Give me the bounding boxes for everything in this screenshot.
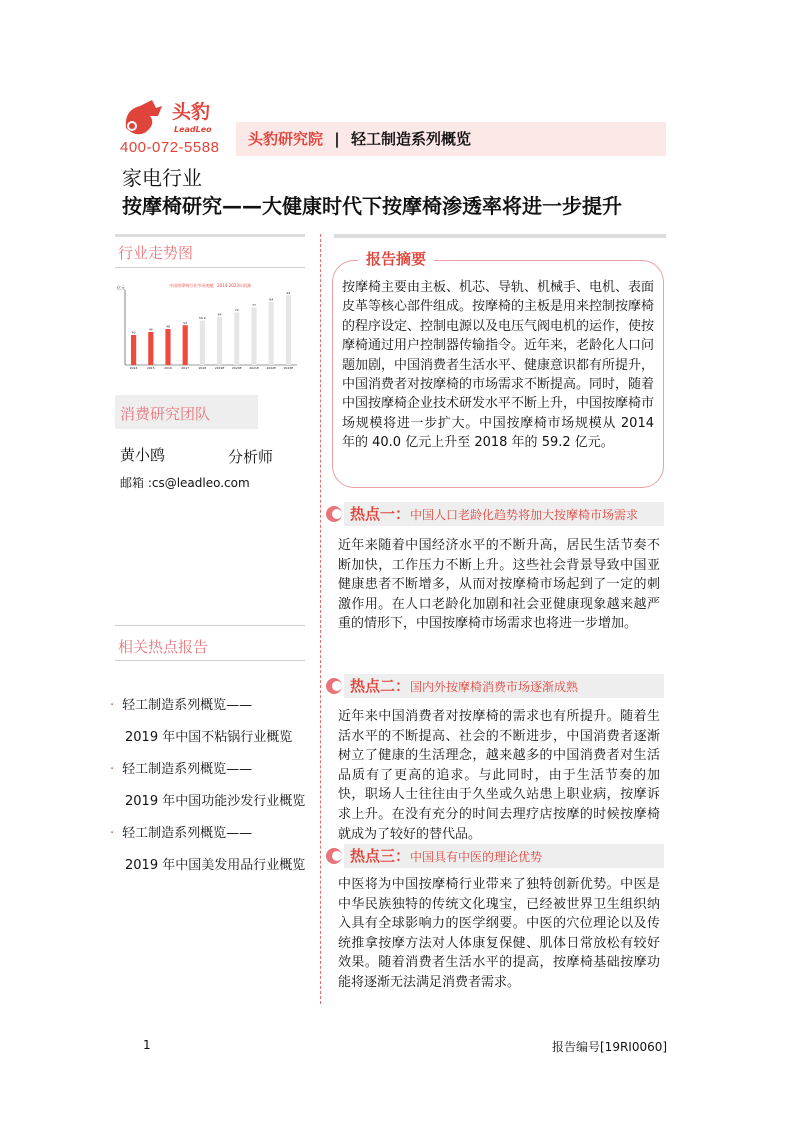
x-tick-label: 2017 — [181, 366, 190, 370]
hotspot-3-header — [326, 844, 664, 868]
chart-bar — [165, 329, 170, 365]
bar-value-label: 84 — [269, 297, 274, 302]
x-tick-label: 2014 — [129, 366, 138, 370]
related-title[interactable]: 2019 年中国美发用品行业概览 — [125, 858, 306, 873]
institute-name: 头豹研究院 — [248, 130, 324, 148]
half-circle-icon — [326, 678, 342, 694]
report-number: 报告编号[19RI0060] — [552, 1040, 668, 1054]
bar-value-label: 77 — [252, 302, 256, 307]
chart-bar — [200, 321, 205, 365]
hotspot-key: 热点二： — [350, 677, 411, 695]
hotspot-key: 热点一： — [350, 505, 411, 523]
svg-text:头豹: 头豹 — [172, 101, 211, 123]
divider — [334, 234, 666, 238]
x-tick-label: 2023E — [283, 366, 294, 370]
hotspot-1-header — [326, 502, 664, 526]
x-tick-label: 2019E — [214, 366, 225, 370]
hotspot-subtitle: 中国人口老龄化趋势将加大按摩椅市场需求 — [410, 508, 639, 522]
x-tick-label: 2015 — [146, 366, 155, 370]
related-series[interactable]: 轻工制造系列概览—— — [122, 826, 253, 841]
divider — [115, 660, 305, 661]
analyst-name: 黄小鸥 — [120, 446, 166, 464]
related-heading: 相关热点报告 — [118, 638, 209, 656]
industry-title: 家电行业 — [122, 166, 202, 190]
related-series[interactable]: 轻工制造系列概览—— — [122, 698, 253, 713]
series-banner — [236, 122, 666, 156]
related-title[interactable]: 2019 年中国功能沙发行业概览 — [125, 794, 306, 809]
hotspot-subtitle: 国内外按摩椅消费市场逐渐成熟 — [410, 680, 579, 694]
hotspot-2-header — [326, 674, 664, 698]
summary-box — [332, 260, 664, 488]
summary-title: 报告摘要 — [358, 248, 434, 269]
leopard-logo-icon — [122, 98, 222, 140]
chart-bar — [148, 332, 153, 365]
hotspot-1-text: 近年来随着中国经济水平的不断升高，居民生活节奏不断加快，工作压力不断上升。这些社会背景导致中国亚健康患者不断增多，从而对按摩椅市场起到了一定的刺激作用。在人口老龄化加剧和社会亚健康现象越来越严重的情形下，中国按摩椅市场需求也将进一步增加。 — [338, 538, 660, 632]
x-tick-label: 2020E — [232, 366, 242, 370]
related-series[interactable]: 轻工制造系列概览—— — [122, 762, 253, 777]
hotspot-3-text: 中医将为中国按摩椅行业带来了独特创新优势。中医是中华民族独特的传统文化瑰宝，已经被世界卫生组织纳入具有全球影响力的医学纲要。中医的穴位理论以及传统推拿按摩方法对人体康复保健、肌体日常放松有较好效果。随着消费者生活水平的提高，按摩椅基础按摩功能将逐渐无法满足消费者需求。 — [338, 877, 660, 990]
page-title: 按摩椅研究——大健康时代下按摩椅渗透率将进一步提升 — [122, 194, 622, 218]
summary-text: 按摩椅主要由主板、机芯、导轨、机械手、电机、表面皮革等核心部件组成。按摩椅的主板是用来控制按摩椅的程序设定、控制电源以及电压气阀电机的运作，使按摩椅通过用户控制器传输指令。近年来，老龄化人口问题加剧，中国消费者生活水平、健康意识都有所提升，中国消费者对按摩椅的市场需求不断提高。同时，随着中国按摩椅企业技术研发水平不断上升，中国按摩椅市场规模将进一步扩大。中国按摩椅市场规模从 2014 年的 40.0 亿元上升至 2018 年的 59.2 亿元。 — [342, 280, 655, 451]
divider — [115, 234, 305, 237]
trend-heading: 行业走势图 — [118, 244, 194, 262]
x-tick-label: 2016 — [164, 366, 172, 370]
bar-value-label: 93 — [286, 290, 291, 295]
x-tick-label: 2018 — [198, 366, 207, 370]
chart-bar — [183, 325, 188, 365]
y-axis-label: 亿元 — [117, 285, 125, 290]
x-tick-label: 2021E — [249, 366, 259, 370]
team-heading: 消费研究团队 — [120, 405, 211, 423]
bar-value-label: 53 — [183, 320, 188, 325]
analyst-role: 分析师 — [228, 448, 274, 466]
divider — [115, 267, 305, 268]
phone-number: 400-072-5588 — [120, 139, 220, 156]
bar-value-label: 70 — [234, 308, 239, 312]
page-number: 1 — [143, 1038, 151, 1052]
hotspot-2-text: 近年来中国消费者对按摩椅的需求也有所提升。随着生活水平的不断提高、社会的不断进步，中国消费者逐渐树立了健康的生活理念，越来越多的中国消费者对生活品质有了更高的追求。与此同时，由于生活节奏的加快，职场人士往往由于久坐或久站患上职业病，按摩诉求上升。在没有充分的时间去理疗店按摩的时候按摩椅就成为了较好的替代品。 — [338, 709, 660, 842]
leadleo-logo — [122, 98, 222, 140]
chart-bar — [234, 313, 239, 366]
chart-title: 中国按摩椅行业市场规模，2014-2023年预测 — [169, 283, 251, 288]
hotspot-subtitle: 中国具有中医的理论优势 — [410, 850, 543, 864]
separator: | — [334, 130, 340, 148]
market-size-chart — [115, 280, 300, 375]
bar-value-label: 48 — [166, 324, 170, 329]
chart-bar — [269, 302, 274, 365]
email[interactable]: 邮箱 :cs@leadleo.com — [120, 476, 250, 490]
chart-bar — [251, 307, 256, 365]
series-name: 轻工制造系列概览 — [350, 130, 471, 148]
related-title[interactable]: 2019 年中国不粘锅行业概览 — [125, 730, 293, 745]
bar-value-label: 59.2 — [199, 316, 206, 321]
bar-value-label: 44 — [148, 327, 153, 332]
x-tick-label: 2022E — [266, 366, 276, 370]
half-circle-icon — [326, 506, 342, 522]
divider — [115, 625, 305, 626]
bar-value-label: 64 — [217, 312, 222, 317]
hotspot-key: 热点三： — [350, 847, 411, 865]
column-divider — [320, 234, 321, 1004]
chart-bar — [286, 295, 291, 365]
team-heading-box — [115, 395, 258, 429]
bar-value-label: 40 — [131, 330, 136, 335]
chart-bar — [217, 317, 222, 365]
svg-text:LeadLeo: LeadLeo — [174, 125, 212, 134]
related-report[interactable]: · 轻工制造系列概览—— 2019 年中国不粘锅行业概览 · 轻工制造系列概览—— 2019 年中国功能沙发行业概览 · 轻工制造系列概览—— 2019 年中国美发用品行业概览 — [110, 694, 305, 886]
chart-bar — [131, 335, 136, 365]
half-circle-icon — [326, 848, 342, 864]
